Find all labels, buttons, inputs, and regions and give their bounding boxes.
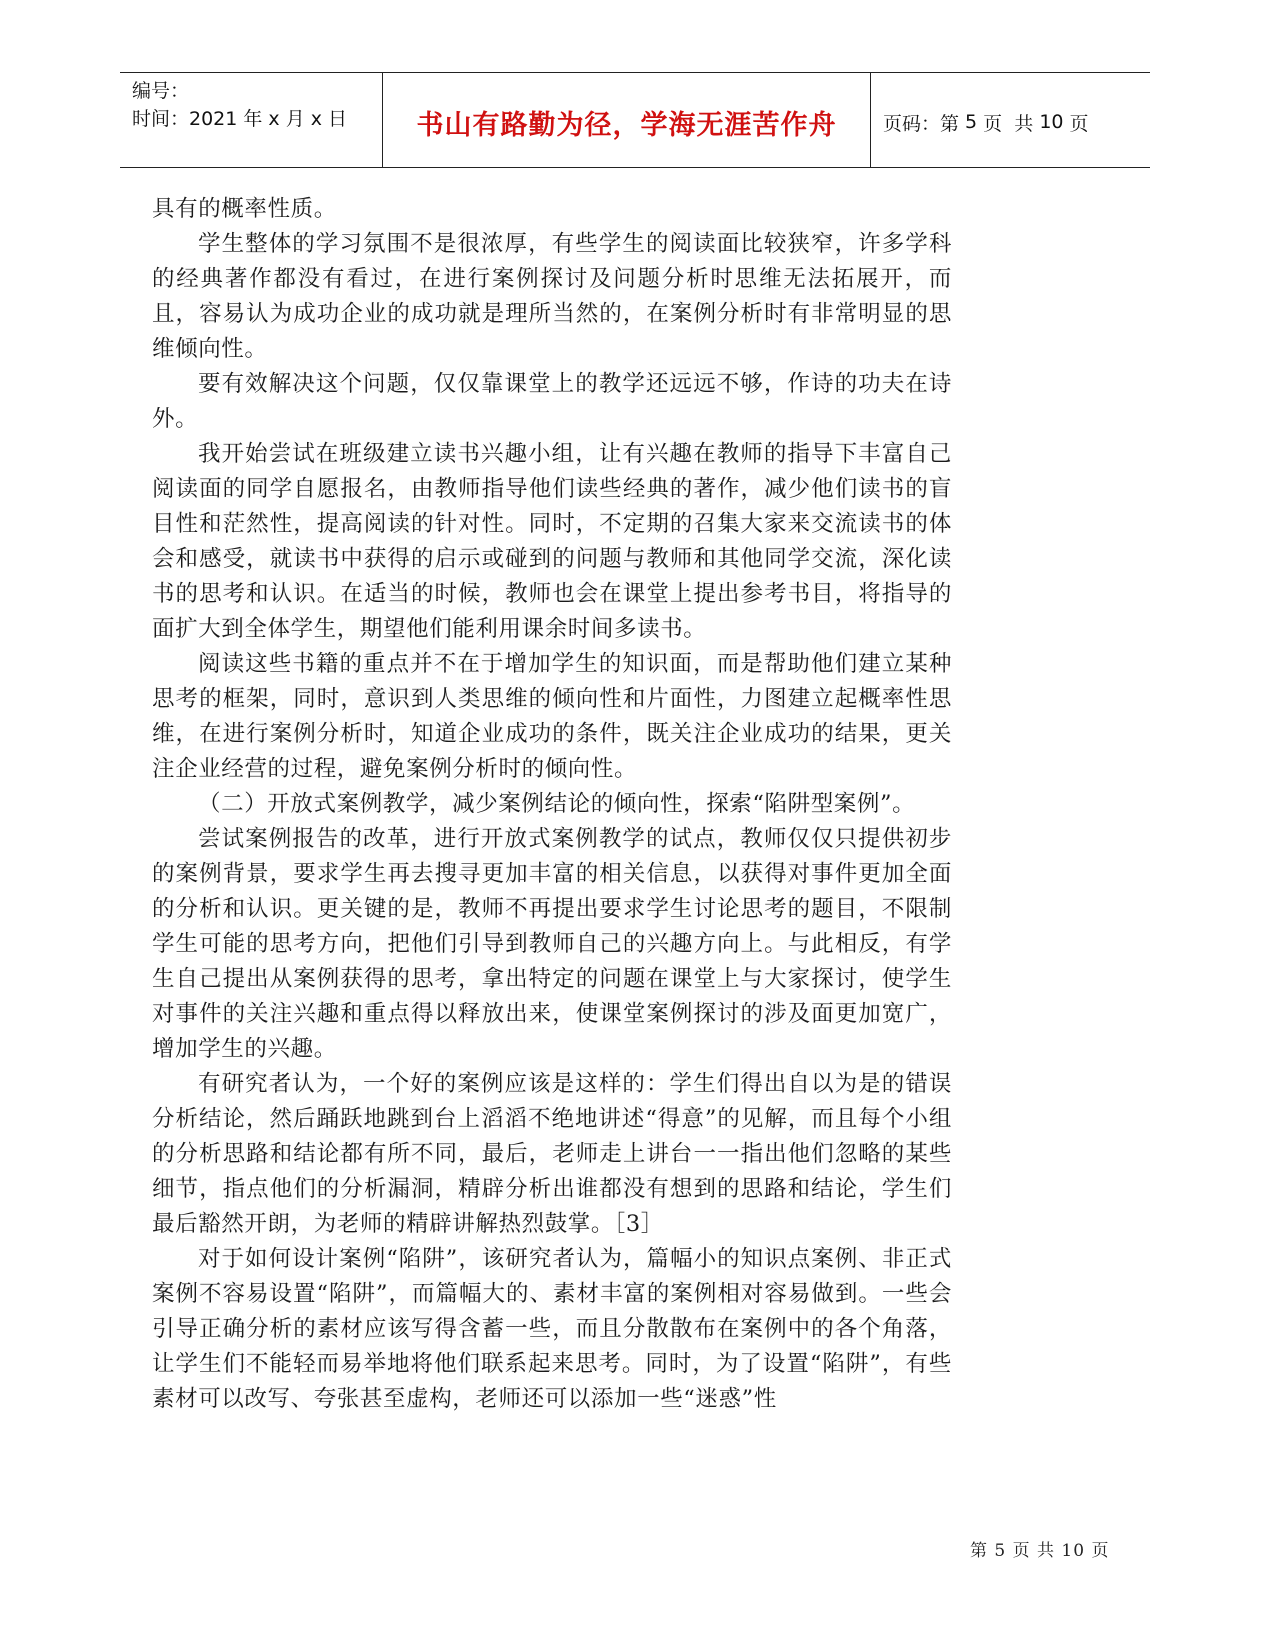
- document-time-label: 时间：2021 年 x 月 x 日: [132, 108, 348, 130]
- page-suffix: 页: [1063, 112, 1089, 135]
- paragraph: 有研究者认为，一个好的案例应该是这样的：学生们得出自以为是的错误分析结论，然后踊跃地跳到台上滔滔不绝地讲述“得意”的见解，而且每个小组的分析思路和结论都有所不同，最后，老师走上讲台一一指出他们忽略的某些细节，指点他们的分析漏洞，精辟分析出谁都没有想到的思路和结论，学生们最后豁然开朗，为老师的精辟讲解热烈鼓掌。［3］: [152, 1071, 952, 1237]
- paragraph: 学生整体的学习氛围不是很浓厚，有些学生的阅读面比较狭窄，许多学科的经典著作都没有看过，在进行案例探讨及问题分析时思维无法拓展开，而且，容易认为成功企业的成功就是理所当然的，在案例分析时有非常明显的思维倾向性。: [152, 231, 952, 362]
- header-motto: 书山有路勤为径，学海无涯苦作舟: [383, 73, 871, 167]
- paragraph: 阅读这些书籍的重点并不在于增加学生的知识面，而是帮助他们建立某种思考的框架，同时，意识到人类思维的倾向性和片面性，力图建立起概率性思维，在进行案例分析时，知道企业成功的条件，既关注企业成功的结果，更关注企业经营的过程，避免案例分析时的倾向性。: [152, 651, 952, 782]
- paragraph: 我开始尝试在班级建立读书兴趣小组，让有兴趣在教师的指导下丰富自己阅读面的同学自愿报名，由教师指导他们读些经典的著作，减少他们读书的盲目性和茫然性，提高阅读的针对性。同时，不定期的召集大家来交流读书的体会和感受，就读书中获得的启示或碰到的问题与教师和其他同学交流，深化读书的思考和认识。在适当的时候，教师也会在课堂上提出参考书目，将指导的面扩大到全体学生，期望他们能利用课余时间多读书。: [152, 441, 952, 642]
- page-prefix: 页码：第: [883, 112, 966, 135]
- section-heading: （二）开放式案例教学，减少案例结论的倾向性，探索“陷阱型案例”。: [198, 791, 916, 817]
- document-number-label: 编号：: [132, 80, 190, 102]
- page-footer: 第 5 页 共 10 页: [970, 1541, 1110, 1561]
- page-mid: 页 共: [977, 112, 1040, 135]
- paragraph: 要有效解决这个问题，仅仅靠课堂上的教学还远远不够，作诗的功夫在诗外。: [152, 371, 952, 432]
- paragraph: 对于如何设计案例“陷阱”，该研究者认为，篇幅小的知识点案例、非正式案例不容易设置“陷阱”，而篇幅大的、素材丰富的案例相对容易做到。一些会引导正确分析的素材应该写得含蓄一些，而且分散散布在案例中的各个角落，让学生们不能轻而易举地将他们联系起来思考。同时，为了设置“陷阱”，有些素材可以改写、夸张甚至虚构，老师还可以添加一些“迷惑”性: [152, 1246, 952, 1412]
- header-page-info: [871, 73, 1150, 167]
- page-total: 10: [1039, 111, 1064, 133]
- page-current: 5: [965, 111, 978, 133]
- page-header: [120, 72, 1150, 168]
- header-meta: [120, 73, 383, 167]
- paragraph: 尝试案例报告的改革，进行开放式案例教学的试点，教师仅仅只提供初步的案例背景，要求学生再去搜寻更加丰富的相关信息，以获得对事件更加全面的分析和认识。更关键的是，教师不再提出要求学生讨论思考的题目，不限制学生可能的思考方向，把他们引导到教师自己的兴趣方向上。与此相反，有学生自己提出从案例获得的思考，拿出特定的问题在课堂上与大家探讨，使学生对事件的关注兴趣和重点得以释放出来，使课堂案例探讨的涉及面更加宽广，增加学生的兴趣。: [152, 826, 952, 1062]
- paragraph: 具有的概率性质。: [152, 196, 337, 222]
- document-body: [152, 192, 952, 1417]
